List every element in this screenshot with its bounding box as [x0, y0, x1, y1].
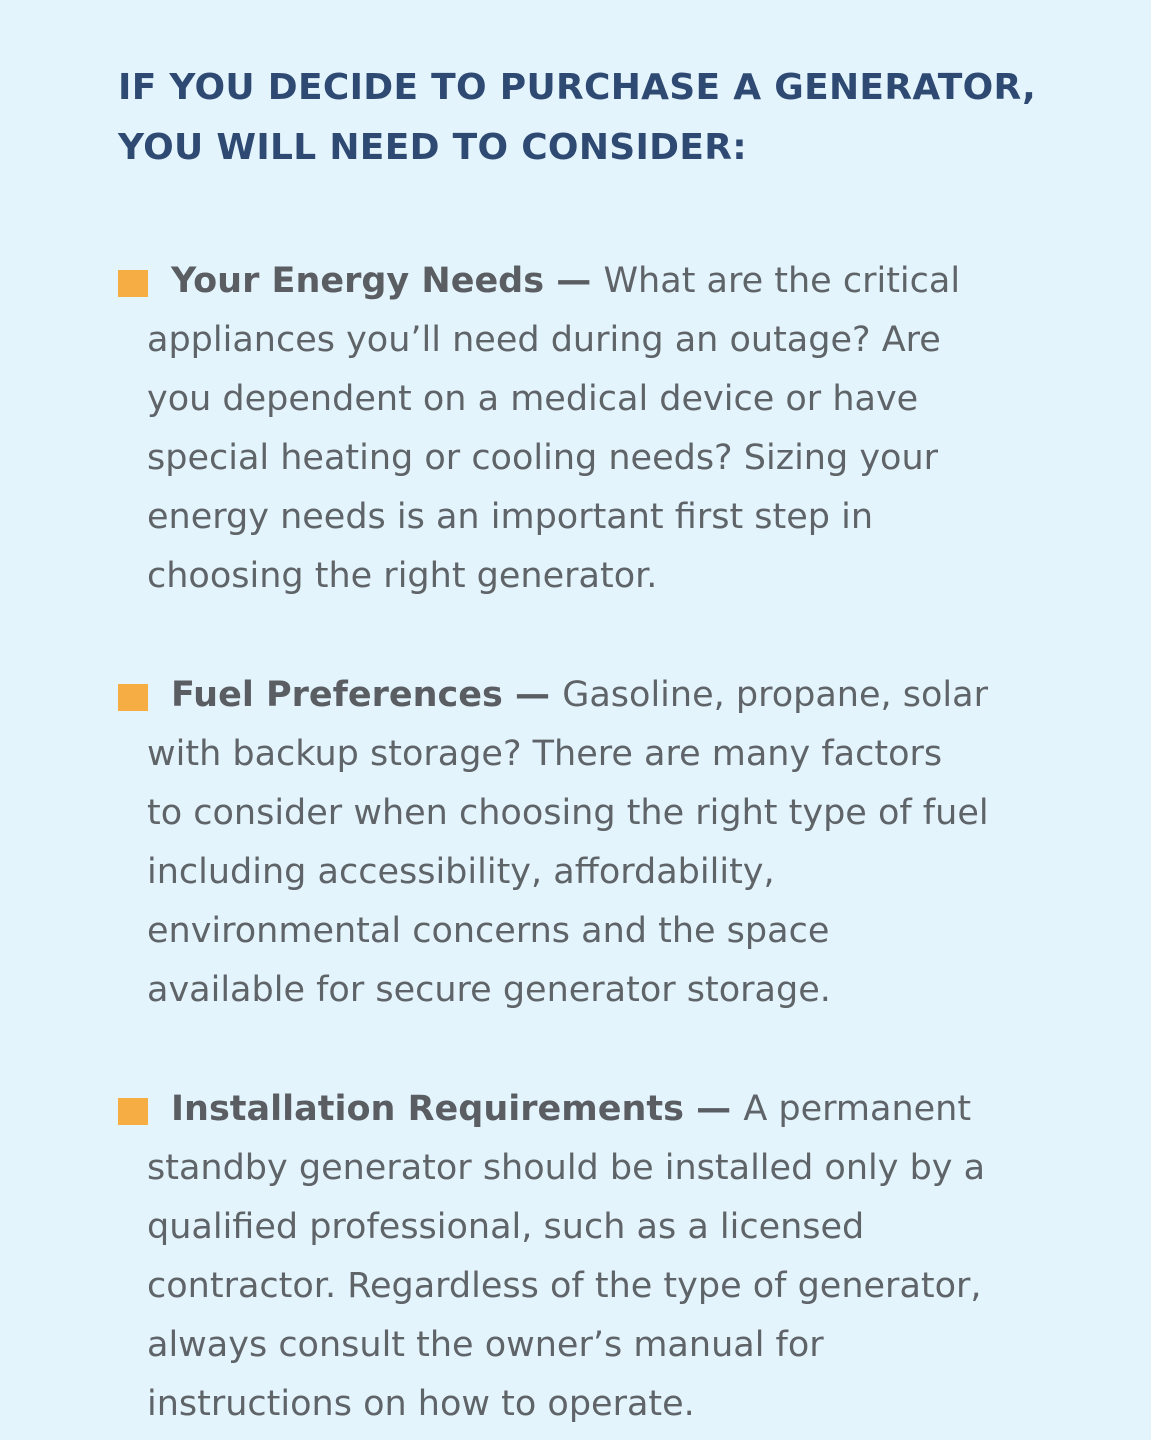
item-text-line: to consider when choosing the right type of fuel	[147, 793, 989, 833]
square-bullet-icon	[118, 684, 148, 711]
item-first-line	[147, 252, 1091, 311]
item-dash: —	[683, 1089, 744, 1129]
item-text-line: always consult the owner’s manual for	[147, 1325, 824, 1365]
item-term: Your Energy Needs	[171, 261, 545, 301]
item-text-line: energy needs is an important first step in	[147, 497, 874, 537]
item-text-line: available for secure generator storage.	[147, 970, 831, 1010]
square-bullet-icon	[118, 270, 148, 297]
heading-line-1: IF YOU DECIDE TO PURCHASE A GENERATOR,	[118, 67, 1037, 108]
item-text-line: with backup storage? There are many factors	[147, 734, 943, 774]
item-text-line: What are the critical	[603, 261, 961, 301]
item-text-line: qualified professional, such as a licensed	[147, 1207, 865, 1247]
item-text-line: instructions on how to operate.	[147, 1384, 695, 1424]
item-text-line: special heating or cooling needs? Sizing your	[147, 438, 939, 478]
item-dash: —	[502, 675, 563, 715]
item-term: Installation Requirements	[171, 1089, 684, 1129]
square-bullet-icon	[118, 1098, 148, 1125]
heading-line-2: YOU WILL NEED TO CONSIDER:	[118, 127, 747, 168]
list-item-installation-requirements	[118, 1080, 1091, 1434]
item-text-line: appliances you’ll need during an outage? Are	[147, 320, 941, 360]
consideration-list	[118, 252, 1091, 1434]
item-text-line: environmental concerns and the space	[147, 911, 830, 951]
item-text-line: you dependent on a medical device or have	[147, 379, 919, 419]
item-first-line	[147, 666, 1091, 725]
list-item-fuel-preferences	[118, 666, 1091, 1020]
item-first-line	[147, 1080, 1091, 1139]
item-term: Fuel Preferences	[171, 675, 503, 715]
item-dash: —	[544, 261, 604, 301]
item-text-line: choosing the right generator.	[147, 556, 658, 596]
item-text-line: standby generator should be installed only by a	[147, 1148, 986, 1188]
item-text-line: including accessibility, affordability,	[147, 852, 775, 892]
list-item-energy-needs	[118, 252, 1091, 606]
section-heading	[118, 58, 1091, 178]
item-text-line: A permanent	[743, 1089, 972, 1129]
item-text-line: Gasoline, propane, solar	[562, 675, 988, 715]
item-text-line: contractor. Regardless of the type of generator,	[147, 1266, 982, 1306]
